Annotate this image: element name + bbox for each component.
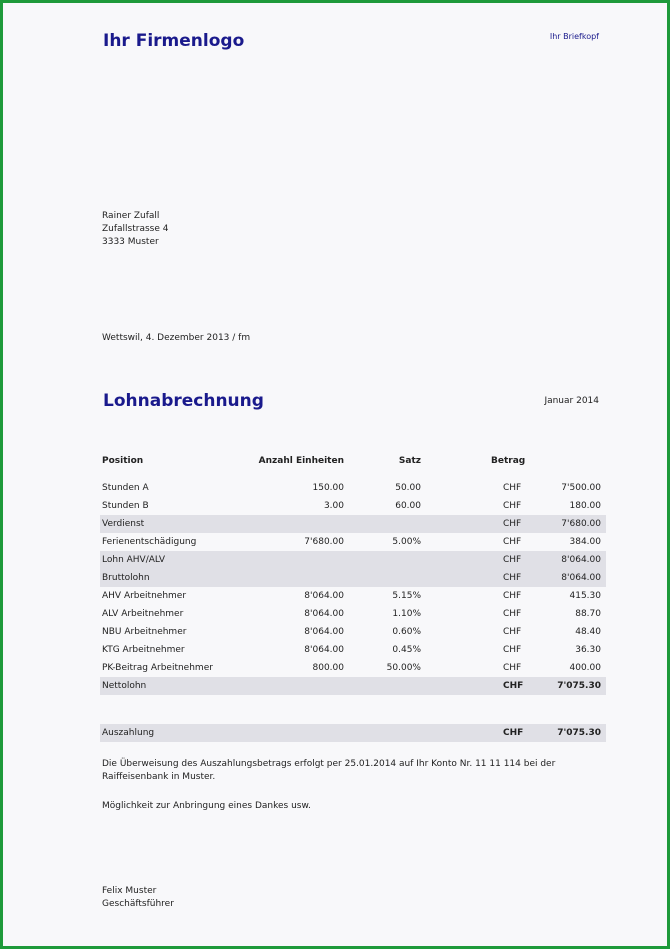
cell-currency: CHF <box>503 609 522 619</box>
cell-currency: CHF <box>503 591 522 601</box>
payout-amount: 7'075.30 <box>557 728 601 738</box>
signature-name: Felix Muster <box>102 886 157 896</box>
company-logo: Ihr Firmenlogo <box>103 31 245 51</box>
cell-satz: 0.60% <box>392 627 421 637</box>
cell-amount: 8'064.00 <box>561 555 601 565</box>
payout-row <box>100 724 606 742</box>
cell-satz: 5.00% <box>392 537 421 547</box>
table-row <box>100 677 606 695</box>
cell-amount: 7'500.00 <box>561 483 601 493</box>
header-betrag: Betrag <box>491 456 526 466</box>
cell-anzahl: 150.00 <box>312 483 344 493</box>
cell-anzahl: 7'680.00 <box>304 537 344 547</box>
payroll-table <box>100 479 606 695</box>
recipient-street: Zufallstrasse 4 <box>102 224 169 234</box>
payout-label: Auszahlung <box>102 728 155 738</box>
cell-position: PK-Beitrag Arbeitnehmer <box>102 663 213 673</box>
cell-anzahl: 8'064.00 <box>304 645 344 655</box>
table-row <box>100 515 606 533</box>
cell-satz: 50.00 <box>395 483 421 493</box>
cell-position: Bruttolohn <box>102 573 150 583</box>
table-row <box>100 569 606 587</box>
payout-block <box>100 724 606 742</box>
cell-position: Nettolohn <box>102 681 147 691</box>
cell-position: KTG Arbeitnehmer <box>102 645 185 655</box>
cell-amount: 180.00 <box>569 501 601 511</box>
cell-position: Lohn AHV/ALV <box>102 555 166 565</box>
cell-amount: 8'064.00 <box>561 573 601 583</box>
cell-position: Stunden A <box>102 483 149 493</box>
cell-position: Verdienst <box>102 519 145 529</box>
cell-position: Stunden B <box>102 501 149 511</box>
table-row <box>100 587 606 605</box>
cell-anzahl: 8'064.00 <box>304 609 344 619</box>
cell-amount: 415.30 <box>569 591 601 601</box>
table-row <box>100 659 606 677</box>
recipient-address <box>102 210 169 249</box>
cell-currency: CHF <box>503 627 522 637</box>
cell-currency: CHF <box>503 519 522 529</box>
cell-anzahl: 3.00 <box>323 501 344 511</box>
table-row <box>100 479 606 497</box>
recipient-name: Rainer Zufall <box>102 211 160 221</box>
cell-satz: 50.00% <box>386 663 421 673</box>
transfer-note: Die Überweisung des Auszahlungsbetrags erfolgt per 25.01.2014 auf Ihr Konto Nr. 11 11 114 bei der Raiffeisenbank in Muster. <box>102 759 556 782</box>
table-header-row <box>100 452 606 470</box>
cell-amount: 48.40 <box>575 627 601 637</box>
cell-currency: CHF <box>503 537 522 547</box>
header-anzahl: Anzahl Einheiten <box>258 456 344 466</box>
signature-role: Geschäftsführer <box>102 899 174 909</box>
document-title: Lohnabrechnung <box>103 391 264 411</box>
payout-currency: CHF <box>503 728 524 738</box>
cell-position: NBU Arbeitnehmer <box>102 627 187 637</box>
table-row <box>100 641 606 659</box>
cell-amount: 36.30 <box>575 645 601 655</box>
cell-currency: CHF <box>503 573 522 583</box>
table-header <box>100 452 606 470</box>
cell-currency: CHF <box>503 645 522 655</box>
table-row <box>100 497 606 515</box>
cell-amount: 88.70 <box>575 609 601 619</box>
cell-anzahl: 8'064.00 <box>304 591 344 601</box>
thanks-note: Möglichkeit zur Anbringung eines Dankes usw. <box>102 801 311 811</box>
header-position: Position <box>102 456 144 466</box>
cell-position: AHV Arbeitnehmer <box>102 591 187 601</box>
signature-block <box>102 885 174 911</box>
cell-position: ALV Arbeitnehmer <box>102 609 184 619</box>
cell-satz: 1.10% <box>392 609 421 619</box>
cell-amount: 384.00 <box>569 537 601 547</box>
cell-currency: CHF <box>503 501 522 511</box>
cell-position: Ferienentschädigung <box>102 537 197 547</box>
cell-amount: 400.00 <box>569 663 601 673</box>
cell-amount: 7'075.30 <box>557 681 601 691</box>
header-satz: Satz <box>398 456 421 466</box>
document-period: Januar 2014 <box>544 396 599 406</box>
cell-satz: 60.00 <box>395 501 421 511</box>
table-row <box>100 605 606 623</box>
table-row <box>100 551 606 569</box>
date-line: Wettswil, 4. Dezember 2013 / fm <box>102 333 251 343</box>
recipient-city: 3333 Muster <box>102 237 159 247</box>
cell-currency: CHF <box>503 663 522 673</box>
cell-anzahl: 800.00 <box>312 663 344 673</box>
cell-anzahl: 8'064.00 <box>304 627 344 637</box>
letterhead: Ihr Briefkopf <box>549 32 599 41</box>
cell-satz: 0.45% <box>392 645 421 655</box>
cell-currency: CHF <box>503 483 522 493</box>
cell-satz: 5.15% <box>392 591 421 601</box>
cell-currency: CHF <box>503 555 522 565</box>
cell-amount: 7'680.00 <box>561 519 601 529</box>
table-row <box>100 623 606 641</box>
table-row <box>100 533 606 551</box>
cell-currency: CHF <box>503 681 524 691</box>
